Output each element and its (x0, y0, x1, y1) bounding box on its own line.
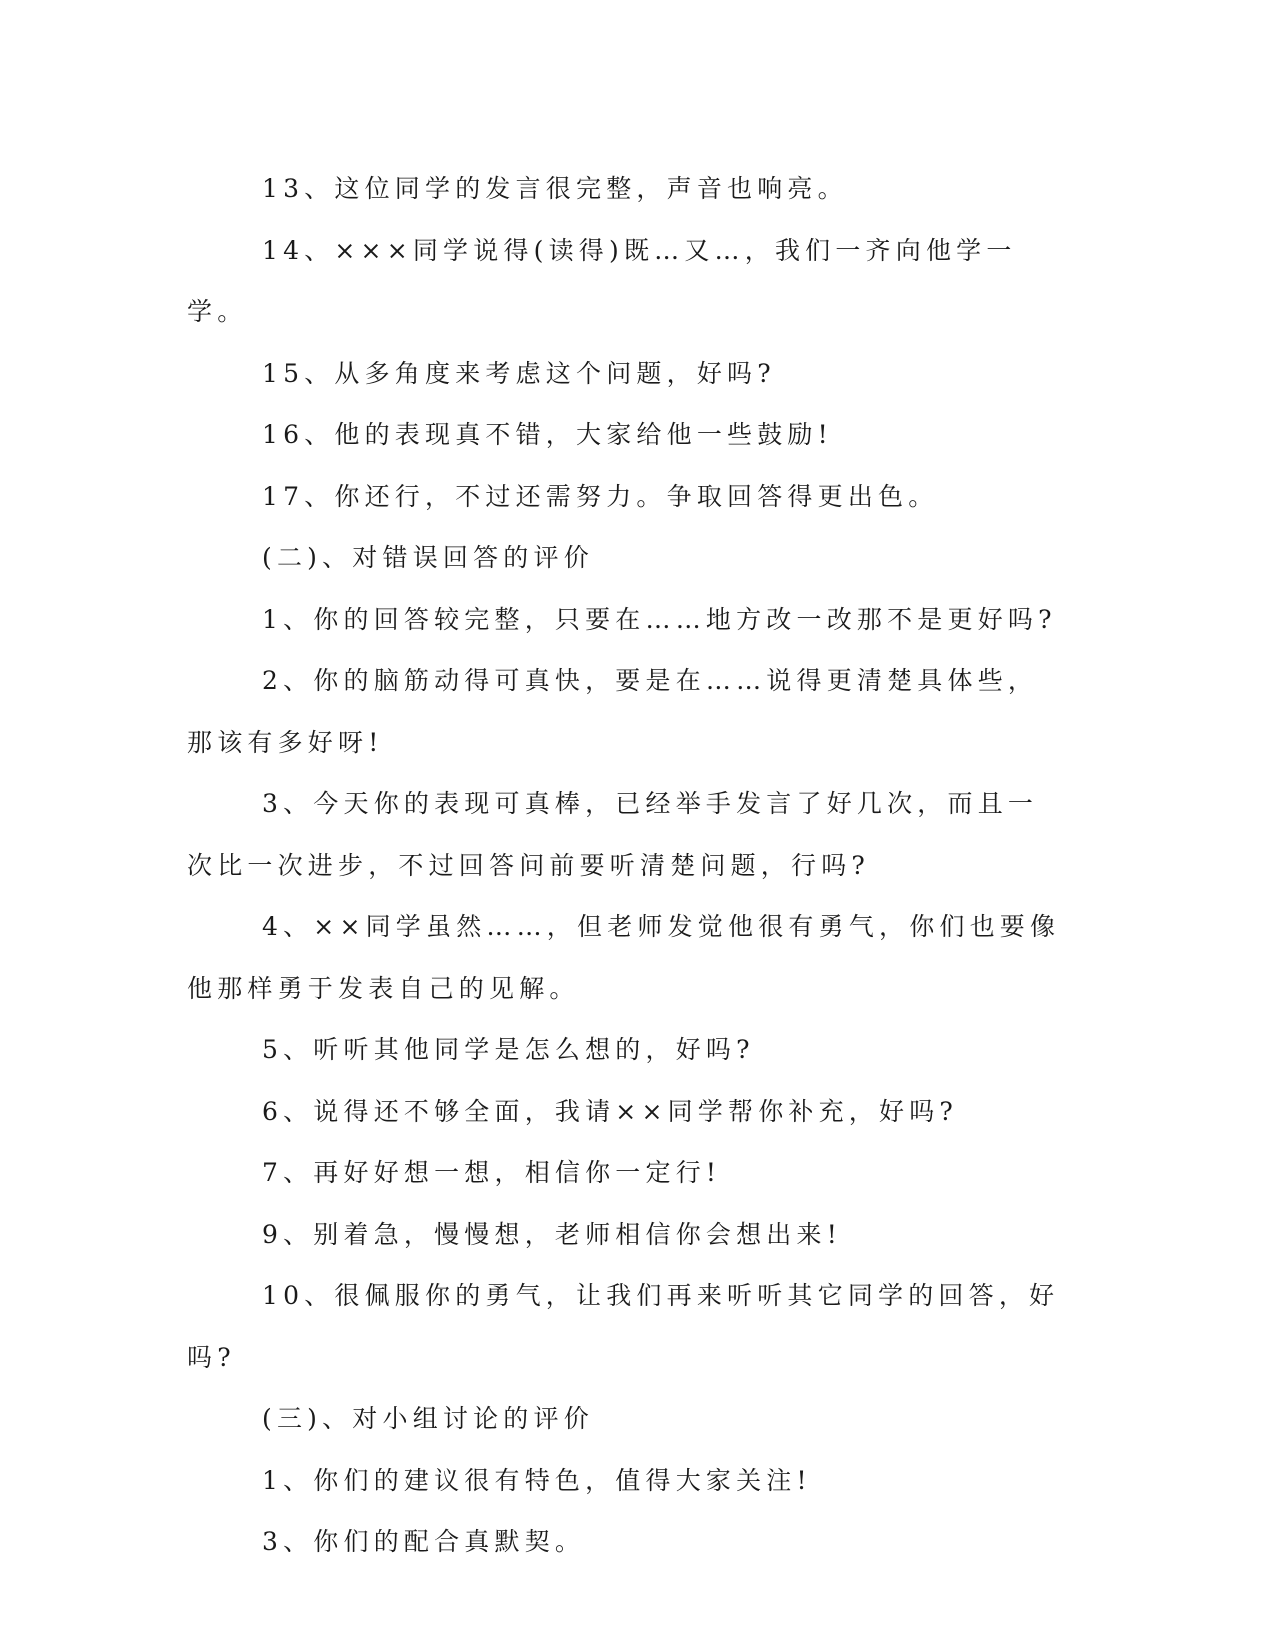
paragraph: 1、你们的建议很有特色，值得大家关注! (262, 1465, 812, 1495)
paragraph: 5、听听其他同学是怎么想的，好吗? (262, 1035, 755, 1064)
paragraph: 2、你的脑筋动得可真快，要是在……说得更清楚具体些，那该有多好呀! (187, 666, 1039, 757)
paragraph: 4、××同学虽然……，但老师发觉他很有勇气，你们也要像他那样勇于发表自己的见解。 (187, 912, 1061, 1003)
paragraph: 3、你们的配合真默契。 (262, 1527, 586, 1556)
paragraph: 17、你还行，不过还需努力。争取回答得更出色。 (262, 481, 939, 511)
paragraph: 15、从多角度来考虑这个问题，好吗? (262, 358, 776, 388)
paragraph: 16、他的表现真不错，大家给他一些鼓励! (262, 420, 833, 449)
paragraph: 13、这位同学的发言很完整，声音也响亮。 (262, 174, 848, 203)
document-body (187, 158, 1067, 1573)
paragraph: 6、说得还不够全面，我请××同学帮你补充，好吗? (262, 1096, 959, 1126)
section-heading: (二)、对错误回答的评价 (262, 543, 594, 572)
paragraph: 3、今天你的表现可真棒，已经举手发言了好几次，而且一次比一次进步，不过回答问前要听清楚问题，行吗? (187, 789, 1039, 880)
paragraph: 10、很佩服你的勇气，让我们再来听听其它同学的回答，好吗? (187, 1281, 1060, 1372)
section-heading: (三)、对小组讨论的评价 (262, 1404, 594, 1433)
paragraph: 9、别着急，慢慢想，老师相信你会想出来! (262, 1219, 842, 1249)
paragraph: 7、再好好想一想，相信你一定行! (262, 1158, 722, 1187)
paragraph: 14、×××同学说得(读得)既…又…，我们一齐向他学一学。 (187, 235, 1017, 326)
paragraph: 1、你的回答较完整，只要在……地方改一改那不是更好吗? (262, 604, 1057, 634)
